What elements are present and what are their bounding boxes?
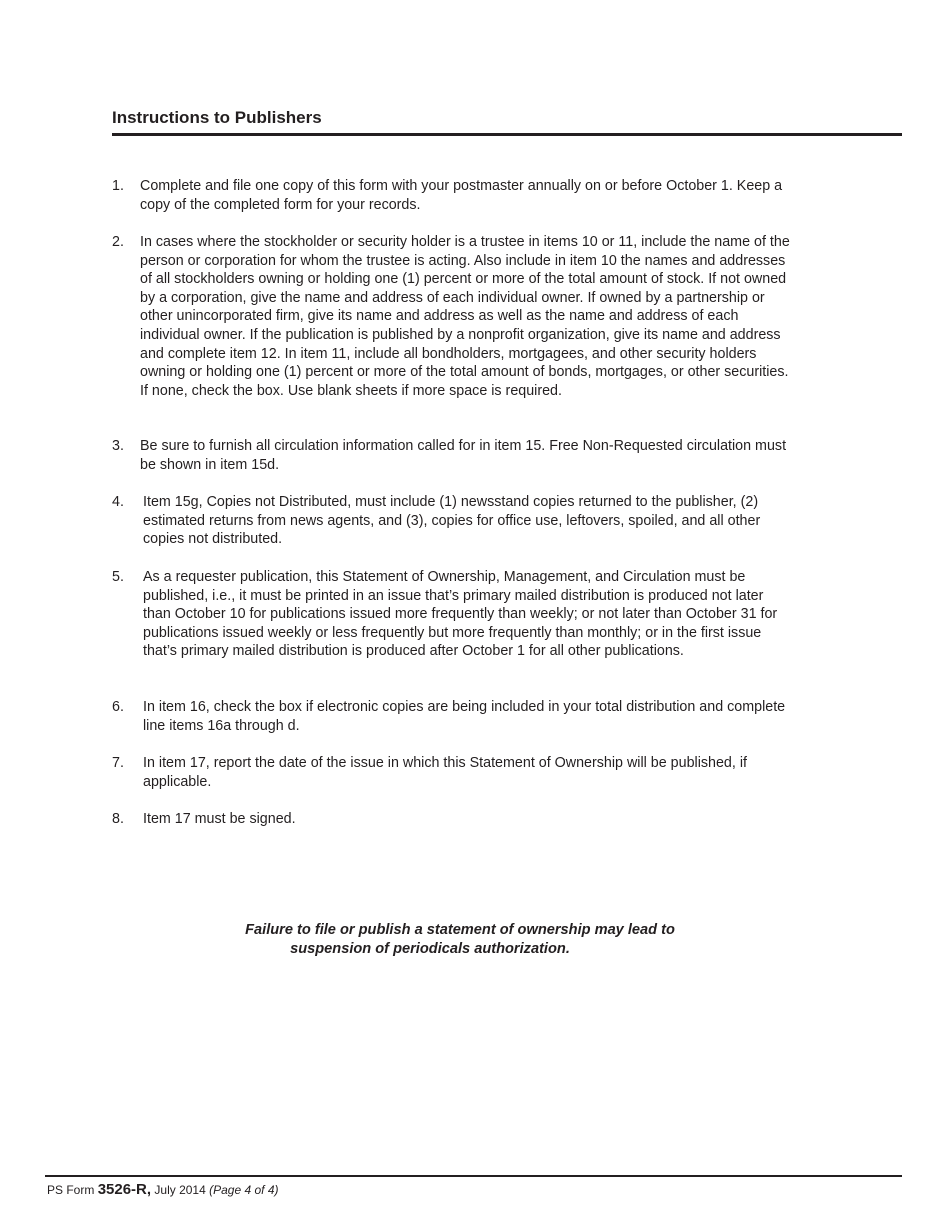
instruction-item-6 — [112, 698, 792, 735]
instruction-number: 7. — [112, 755, 124, 771]
footer-form-label: PS Form — [47, 1183, 95, 1197]
instruction-text: In cases where the stockholder or security holder is a trustee in items 10 or 11, include the name of the person or corporation for whom the trustee is acting. Also include in item 10 the names and addresses of all stockholders owning or holding one (1) percent or more of the total amount of stock. If not owned by a corporation, give the name and address of each individual owner. If owned by a partnership or other unincorporated firm, give its name and address as well as the name and address of each individual owner. If the publication is published by a nonprofit organization, give its name and address and complete item 12. In item 11, include all bondholders, mortgagees, and other security holders owning or holding one (1) percent or more of the total amount of bonds, mortgages, or other securities. If none, check the box. Use blank sheets if more space is required. — [140, 234, 790, 399]
instruction-text: Complete and file one copy of this form with your postmaster annually on or before October 1. Keep a copy of the completed form for your records. — [140, 178, 783, 213]
instruction-item-3 — [112, 437, 792, 474]
notice-line-1: Failure to file or publish a statement of ownership may lead to — [245, 922, 675, 938]
instruction-text: As a requester publication, this Statement of Ownership, Management, and Circulation must be published, i.e., it must be printed in an issue that’s primary mailed distribution is produced not later than October 10 for publications issued more frequently than weekly; or not later than October 31 for publications issued weekly or less frequently but more frequently than monthly; or in the first issue that’s primary mailed distribution is produced after October 1 for all other publications. — [143, 569, 778, 660]
instruction-item-7 — [112, 754, 792, 791]
footer-form-number: 3526-R, — [97, 1181, 152, 1198]
warning-notice — [180, 921, 740, 958]
instruction-item-8 — [112, 810, 792, 829]
instruction-text: In item 16, check the box if electronic copies are being included in your total distribution and complete line items 16a through d. — [143, 699, 786, 734]
page-footer — [47, 1181, 279, 1198]
instruction-text: Item 17 must be signed. — [143, 811, 296, 827]
instruction-number: 1. — [112, 178, 124, 194]
instruction-item-2 — [112, 233, 792, 400]
instruction-number: 5. — [112, 569, 124, 585]
instruction-text: Item 15g, Copies not Distributed, must include (1) newsstand copies returned to the publisher, (2) estimated returns from news agents, and (3), copies for office use, leftovers, spoiled, and all other copies not distributed. — [143, 494, 761, 548]
footer-page-number: (Page 4 of 4) — [209, 1183, 279, 1197]
notice-line-2: suspension of periodicals authorization. — [290, 940, 570, 957]
instruction-number: 4. — [112, 494, 124, 510]
instruction-number: 2. — [112, 234, 124, 250]
instruction-item-5 — [112, 568, 792, 661]
instruction-number: 6. — [112, 699, 124, 715]
instruction-text: In item 17, report the date of the issue in which this Statement of Ownership will be published, if applicable. — [143, 755, 747, 790]
instruction-item-4 — [112, 493, 792, 549]
instruction-number: 3. — [112, 438, 124, 454]
instruction-text: Be sure to furnish all circulation information called for in item 15. Free Non-Requested circulation must be shown in item 15d. — [140, 438, 787, 473]
footer-rule — [45, 1175, 902, 1177]
heading-rule — [112, 133, 902, 136]
page-heading: Instructions to Publishers — [112, 108, 322, 127]
instruction-number: 8. — [112, 811, 124, 827]
footer-date: July 2014 — [154, 1183, 206, 1197]
instruction-item-1 — [112, 177, 792, 214]
